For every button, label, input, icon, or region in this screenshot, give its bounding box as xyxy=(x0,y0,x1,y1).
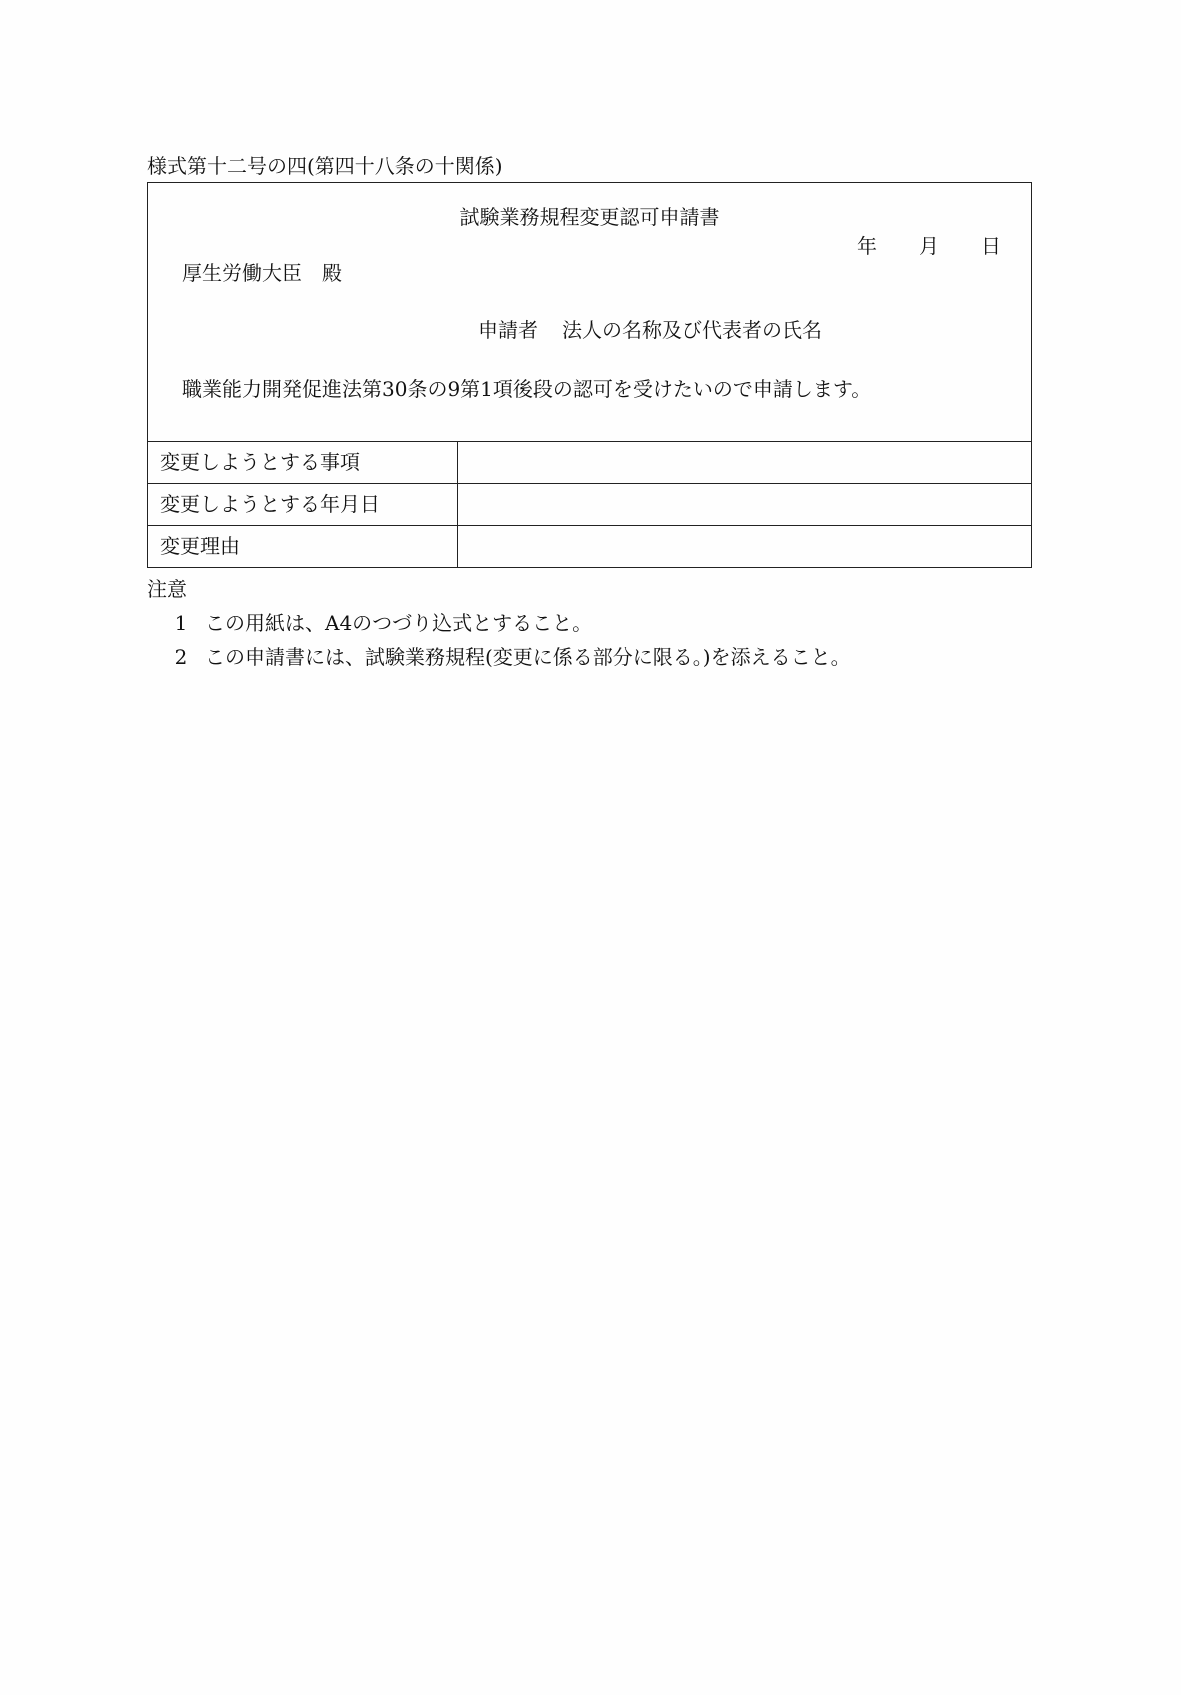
date-line xyxy=(857,233,1001,259)
note-number: 2 xyxy=(174,645,188,669)
row-value-change-reason[interactable] xyxy=(458,526,1031,568)
note-item xyxy=(147,644,851,670)
row-value-change-date[interactable] xyxy=(458,484,1031,525)
note-item xyxy=(147,610,851,636)
row-value-change-item[interactable] xyxy=(458,442,1031,483)
date-month-label: 月 xyxy=(919,234,939,258)
application-form xyxy=(147,182,1032,568)
table-row xyxy=(148,526,1031,568)
table-row xyxy=(148,442,1031,484)
form-number-label: 様式第十二号の四(第四十八条の十関係) xyxy=(147,154,503,178)
note-number: 1 xyxy=(174,611,188,635)
application-statement: 職業能力開発促進法第30条の9第1項後段の認可を受けたいので申請します。 xyxy=(182,377,872,401)
notes-title: 注意 xyxy=(147,577,187,601)
applicant-label: 申請者 xyxy=(478,318,538,342)
row-label-change-reason: 変更理由 xyxy=(148,526,458,568)
date-year-label: 年 xyxy=(857,234,877,258)
addressee: 厚生労働大臣 殿 xyxy=(182,261,342,285)
form-header xyxy=(148,183,1031,442)
row-label-change-date: 変更しようとする年月日 xyxy=(148,484,458,525)
table-row xyxy=(148,484,1031,526)
applicant-line xyxy=(478,317,822,343)
form-rows xyxy=(148,442,1031,568)
applicant-value: 法人の名称及び代表者の氏名 xyxy=(562,318,822,342)
row-label-change-item: 変更しようとする事項 xyxy=(148,442,458,483)
document-title: 試験業務規程変更認可申請書 xyxy=(459,205,720,229)
note-text: この申請書には、試験業務規程(変更に係る部分に限る。)を添えること。 xyxy=(205,645,851,669)
notes-section xyxy=(147,576,851,670)
date-day-label: 日 xyxy=(981,234,1001,258)
note-text: この用紙は、A4のつづり込式とすること。 xyxy=(205,611,593,635)
